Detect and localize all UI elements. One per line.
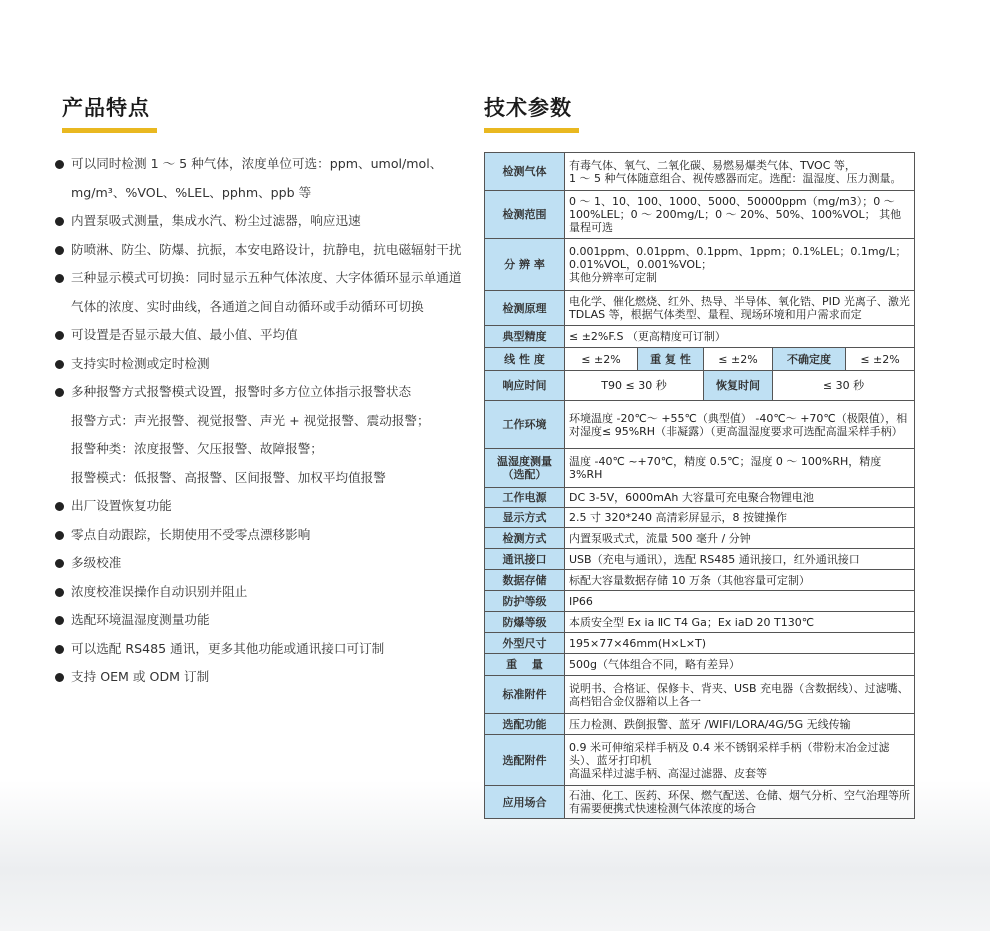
spec-value: DC 3-5V，6000mAh 大容量可充电聚合物锂电池 (565, 488, 915, 508)
spec-label: 检测范围 (485, 191, 565, 239)
spec-row (485, 676, 915, 714)
spec-value: 环境温度 -20℃～ +55℃（典型值） -40℃～ +70℃（极限值），相对湿度≤ 95%RH（非凝露）（更高温湿度要求可选配高温采样手柄） (565, 401, 915, 449)
feature-item: 多种报警方式报警模式设置，报警时多方位立体指示报警状态 (55, 378, 465, 407)
spec-row (485, 714, 915, 735)
spec-row-linearity (485, 348, 915, 371)
spec-label: 应用场合 (485, 786, 565, 819)
spec-label: 工作电源 (485, 488, 565, 508)
spec-row (485, 735, 915, 786)
feature-item: 可设置是否显示最大值、最小值、平均值 (55, 321, 465, 350)
spec-label: 线 性 度 (485, 348, 565, 371)
spec-label: 标准附件 (485, 676, 565, 714)
spec-value: 有毒气体、氧气、二氧化碳、易燃易爆类气体、TVOC 等， 1 ～ 5 种气体随意组合、视传感器而定。选配：温湿度、压力测量。 (565, 153, 915, 191)
spec-row (485, 508, 915, 528)
spec-row (485, 528, 915, 549)
spec-value: 石油、化工、医药、环保、燃气配送、仓储、烟气分析、空气治理等所有需要便携式快速检测气体浓度的场合 (565, 786, 915, 819)
feature-item: 可以选配 RS485 通讯，更多其他功能或通讯接口可订制 (55, 635, 465, 664)
spec-value: 0.9 米可伸缩采样手柄及 0.4 米不锈钢采样手柄（带粉末冶金过滤头）、蓝牙打印机 高温采样过滤手柄、高湿过滤器、皮套等 (565, 735, 915, 786)
spec-value: 195×77×46mm(H×L×T) (565, 633, 915, 654)
spec-label: 响应时间 (485, 371, 565, 401)
spec-value: ≤ ±2% (565, 348, 638, 371)
spec-label: 恢复时间 (704, 371, 773, 401)
specs-table (484, 152, 915, 819)
spec-value: 0.001ppm、0.01ppm、0.1ppm、1ppm；0.1%LEL；0.1mg/L； 0.01%VOL，0.001%VOL； 其他分辨率可定制 (565, 239, 915, 291)
spec-row (485, 326, 915, 348)
spec-value: 500g（气体组合不同，略有差异） (565, 654, 915, 676)
feature-item: 内置泵吸式测量，集成水汽、粉尘过滤器，响应迅速 (55, 207, 465, 236)
spec-label: 检测方式 (485, 528, 565, 549)
specs-title-underline (484, 128, 579, 133)
spec-row (485, 401, 915, 449)
spec-label: 温湿度测量 （选配） (485, 449, 565, 488)
feature-item: 浓度校准误操作自动识别并阻止 (55, 578, 465, 607)
feature-item: 支持 OEM 或 ODM 订制 (55, 663, 465, 692)
spec-row (485, 488, 915, 508)
spec-label: 工作环境 (485, 401, 565, 449)
spec-row (485, 153, 915, 191)
spec-label: 通讯接口 (485, 549, 565, 570)
spec-value: 压力检测、跌倒报警、蓝牙 /WIFI/LORA/4G/5G 无线传输 (565, 714, 915, 735)
feature-item: 出厂设置恢复功能 (55, 492, 465, 521)
spec-value: ≤ ±2%F.S （更高精度可订制） (565, 326, 915, 348)
spec-value: 标配大容量数据存储 10 万条（其他容量可定制） (565, 570, 915, 591)
spec-value: 电化学、催化燃烧、红外、热导、半导体、氧化锆、PID 光离子、激光 TDLAS 等，根据气体类型、量程、现场环境和用户需求而定 (565, 291, 915, 326)
spec-value: ≤ ±2% (704, 348, 773, 371)
spec-value: ≤ 30 秒 (773, 371, 915, 401)
spec-value: 说明书、合格证、保修卡、背夹、USB 充电器（含数据线）、过滤嘴、高档铝合金仪器箱以上各一 (565, 676, 915, 714)
spec-value: 2.5 寸 320*240 高清彩屏显示，8 按键操作 (565, 508, 915, 528)
spec-row (485, 549, 915, 570)
feature-item: 选配环境温湿度测量功能 (55, 606, 465, 635)
spec-label: 重 量 (485, 654, 565, 676)
spec-label: 外型尺寸 (485, 633, 565, 654)
spec-label: 典型精度 (485, 326, 565, 348)
spec-label: 检测原理 (485, 291, 565, 326)
spec-label: 数据存储 (485, 570, 565, 591)
spec-value: USB（充电与通讯），选配 RS485 通讯接口，红外通讯接口 (565, 549, 915, 570)
spec-label: 检测气体 (485, 153, 565, 191)
spec-row (485, 654, 915, 676)
feature-item: 零点自动跟踪，长期使用不受零点漂移影响 (55, 521, 465, 550)
spec-value: ≤ ±2% (846, 348, 915, 371)
features-title: 产品特点 (62, 96, 150, 120)
spec-row (485, 633, 915, 654)
spec-value: 0 ～ 1、10、100、1000、5000、50000ppm（mg/m3）；0 ～ 100%LEL；0 ～ 200mg/L；0 ～ 20%、50%、100%VOL； 其他量程可选 (565, 191, 915, 239)
spec-label: 防爆等级 (485, 612, 565, 633)
spec-label: 选配功能 (485, 714, 565, 735)
spec-row (485, 591, 915, 612)
spec-row (485, 786, 915, 819)
spec-value: T90 ≤ 30 秒 (565, 371, 704, 401)
spec-value: IP66 (565, 591, 915, 612)
feature-item: 支持实时检测或定时检测 (55, 350, 465, 379)
feature-item: 三种显示模式可切换：同时显示五种气体浓度、大字体循环显示单通道气体的浓度、实时曲线，各通道之间自动循环或手动循环可切换 (55, 264, 465, 321)
spec-value: 本质安全型 Ex ia ⅡC T4 Ga；Ex iaD 20 T130℃ (565, 612, 915, 633)
specs-title: 技术参数 (484, 96, 572, 120)
spec-label: 显示方式 (485, 508, 565, 528)
spec-row-response (485, 371, 915, 401)
spec-row (485, 291, 915, 326)
spec-row (485, 449, 915, 488)
feature-item: 报警方式：声光报警、视觉报警、声光 + 视觉报警、震动报警； (71, 412, 430, 428)
spec-row (485, 191, 915, 239)
spec-row (485, 570, 915, 591)
spec-label: 分 辨 率 (485, 239, 565, 291)
spec-value: 内置泵吸式式，流量 500 毫升 / 分钟 (565, 528, 915, 549)
features-list (55, 150, 465, 692)
feature-item: 报警种类：浓度报警、欠压报警、故障报警； (71, 441, 323, 456)
spec-row (485, 612, 915, 633)
spec-value: 温度 -40℃ ~+70℃，精度 0.5℃；湿度 0 ～ 100%RH，精度 3%RH (565, 449, 915, 488)
spec-label: 重 复 性 (638, 348, 704, 371)
feature-item: 防喷淋、防尘、防爆、抗振，本安电路设计，抗静电，抗电磁辐射干扰 (55, 236, 465, 265)
feature-item: 可以同时检测 1 ～ 5 种气体，浓度单位可选：ppm、umol/mol、mg/m³、%VOL、%LEL、pphm、ppb 等 (55, 150, 465, 207)
feature-item: 报警模式：低报警、高报警、区间报警、加权平均值报警 (71, 469, 386, 485)
spec-label: 防护等级 (485, 591, 565, 612)
features-title-underline (62, 128, 157, 133)
feature-item: 多级校准 (55, 549, 465, 578)
spec-label: 选配附件 (485, 735, 565, 786)
spec-label: 不确定度 (773, 348, 846, 371)
spec-row (485, 239, 915, 291)
